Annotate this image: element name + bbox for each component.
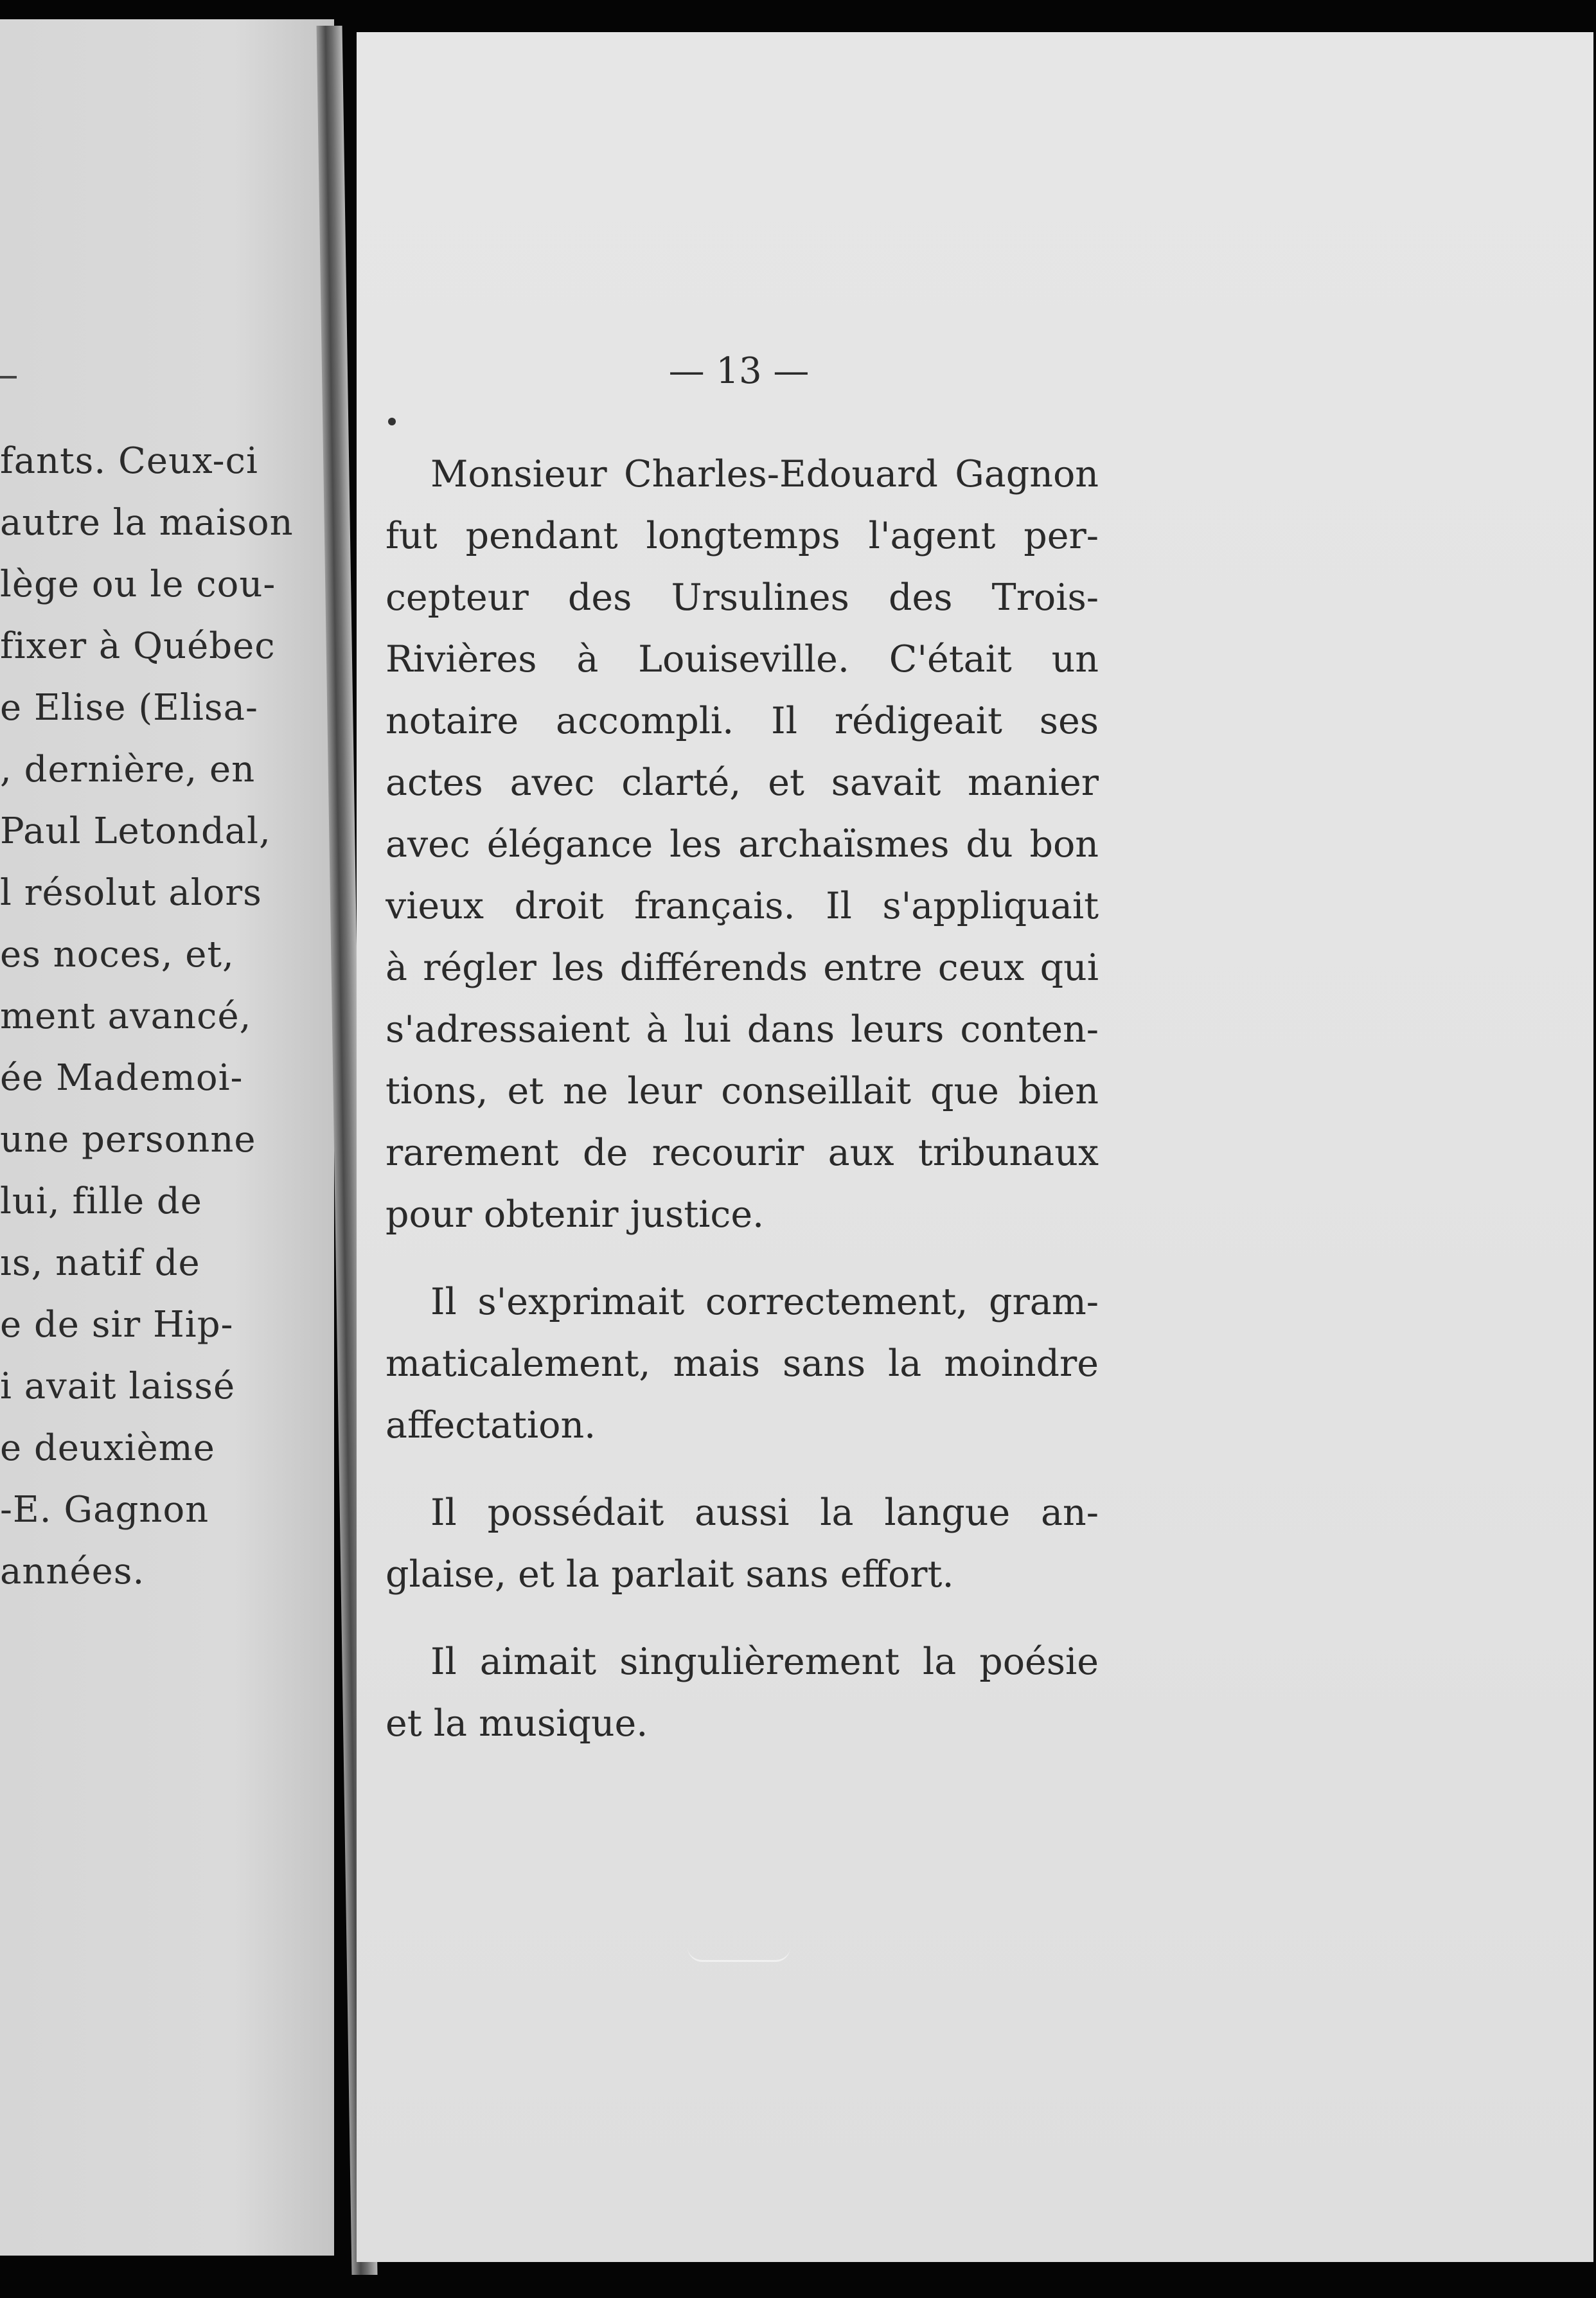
left-line: autre la maison — [0, 502, 294, 544]
text-line: actes avec clarté, et savait manier — [386, 762, 1099, 804]
left-line: ıs, natif de — [0, 1242, 200, 1284]
paragraph — [386, 443, 1099, 1245]
text-line: rarement de recourir aux tribunaux — [386, 1132, 1099, 1174]
page-number: — 13 — — [668, 350, 810, 392]
left-line: années. — [0, 1551, 145, 1592]
left-line: ment avancé, — [0, 995, 252, 1037]
text-line: Il possédait aussi la langue an- — [430, 1492, 1099, 1534]
paragraph — [386, 1631, 1099, 1754]
ink-dot — [388, 418, 396, 425]
text-line: glaise, et la parlait sans effort. — [386, 1553, 954, 1596]
text-line: s'adressaient à lui dans leurs conten- — [386, 1008, 1099, 1051]
text-line: vieux droit français. Il s'appliquait — [386, 885, 1099, 927]
left-line: fixer à Québec — [0, 625, 276, 667]
left-line: e de sir Hip- — [0, 1304, 234, 1346]
paragraph — [386, 1482, 1099, 1605]
text-line: maticalement, mais sans la moindre — [386, 1342, 1099, 1385]
left-line: , dernière, en — [0, 749, 256, 790]
paper-mark — [687, 1947, 790, 1962]
left-line: es noces, et, — [0, 934, 235, 975]
left-line: -E. Gagnon — [0, 1489, 209, 1531]
text-line: Il aimait singulièrement la poésie — [430, 1641, 1099, 1683]
text-line: affectation. — [386, 1404, 596, 1447]
text-line: avec élégance les archaïsmes du bon — [386, 823, 1099, 866]
text-line: pour obtenir justice. — [386, 1193, 765, 1236]
text-line: Monsieur Charles-Edouard Gagnon — [430, 453, 1099, 495]
left-line: une personne — [0, 1119, 256, 1161]
text-line: tions, et ne leur conseillait que bien — [386, 1070, 1099, 1112]
text-line: Il s'exprimait correctement, gram- — [430, 1281, 1099, 1323]
text-line: fut pendant longtemps l'agent per- — [386, 515, 1099, 557]
left-page-text — [0, 431, 334, 1603]
text-line: et la musique. — [386, 1702, 648, 1745]
left-line: l résolut alors — [0, 872, 262, 914]
text-line: notaire accompli. Il rédigeait ses — [386, 700, 1099, 742]
right-page-text — [386, 443, 1099, 1780]
left-line: e Elise (Elisa- — [0, 687, 258, 729]
left-line: e deuxième — [0, 1427, 215, 1469]
paragraph — [386, 1271, 1099, 1456]
left-line: ée Mademoi- — [0, 1057, 244, 1099]
left-line: lège ou le cou- — [0, 564, 276, 605]
left-line: lui, fille de — [0, 1180, 202, 1222]
left-line: Paul Letondal, — [0, 810, 271, 852]
left-page-dash — [0, 376, 17, 379]
text-line: cepteur des Ursulines des Trois- — [386, 576, 1099, 619]
left-page — [0, 19, 334, 2256]
left-line: fants. Ceux-ci — [0, 440, 258, 482]
left-line: i avait laissé — [0, 1366, 236, 1407]
text-line: Rivières à Louiseville. C'était un — [386, 638, 1099, 681]
text-line: à régler les différends entre ceux qui — [386, 947, 1099, 989]
